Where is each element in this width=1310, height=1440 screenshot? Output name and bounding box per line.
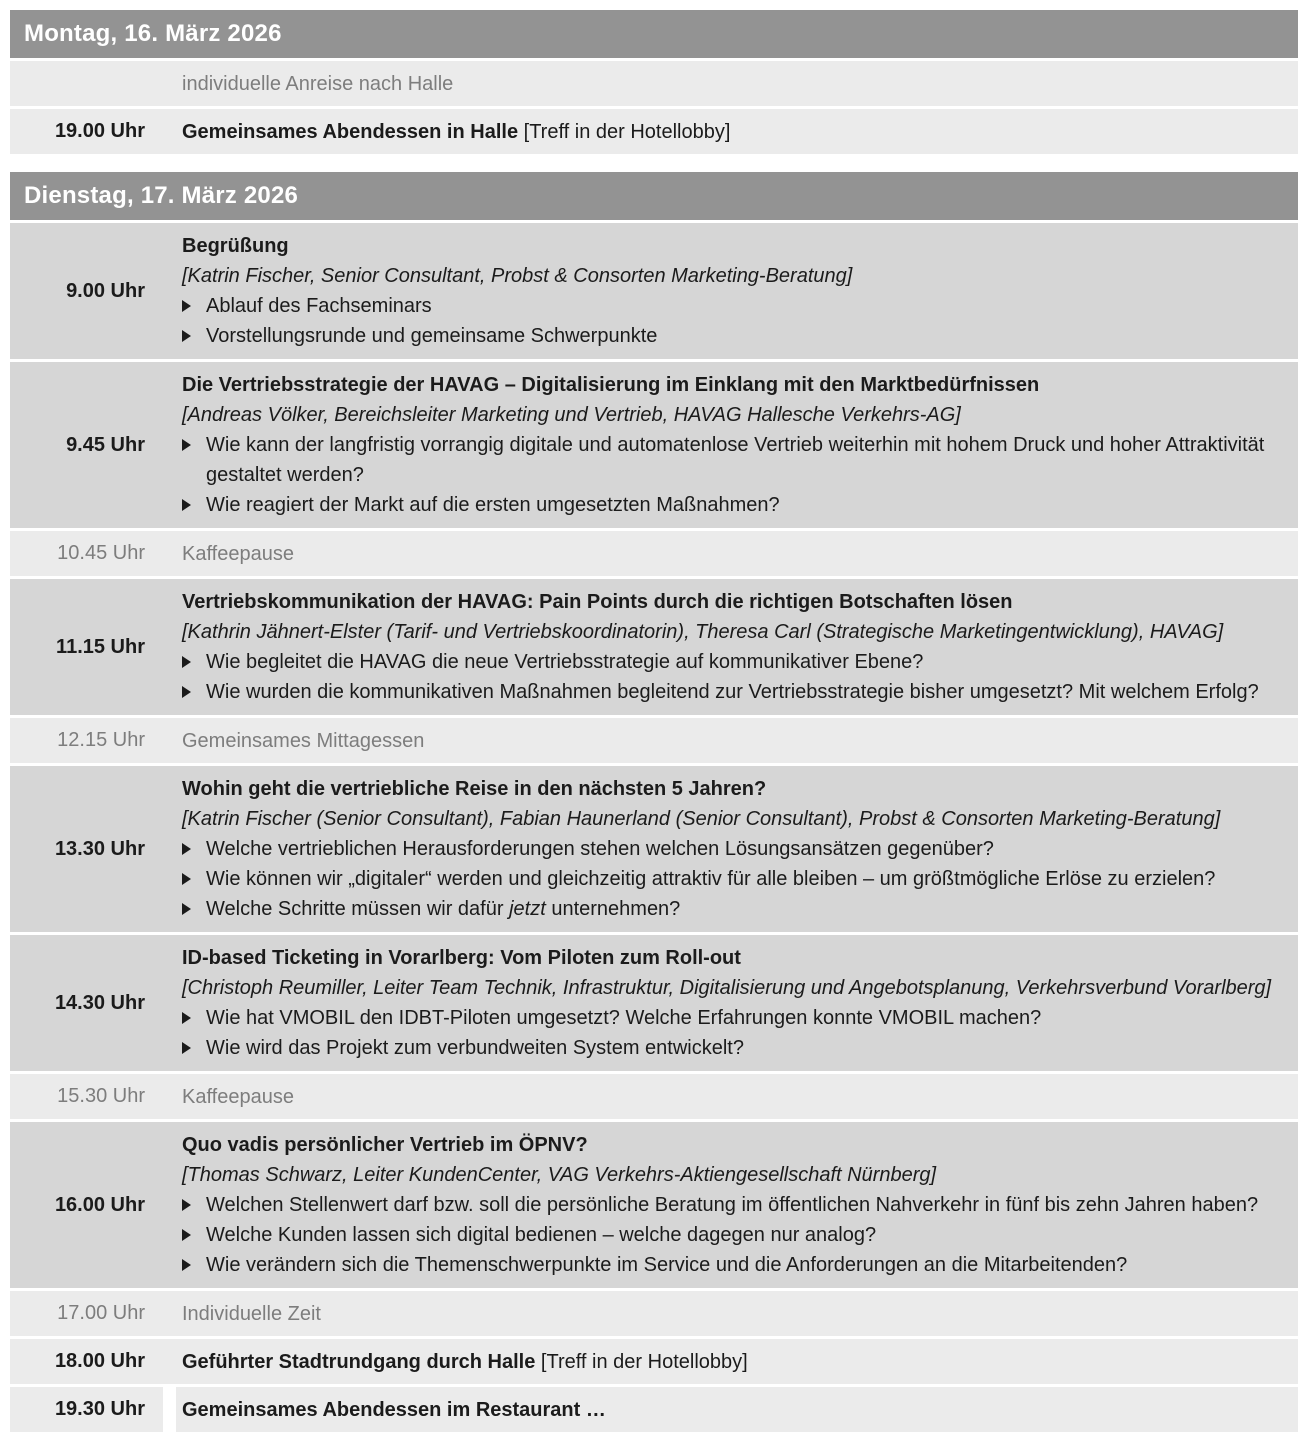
- agenda-row: [10, 1387, 1298, 1432]
- event-title: Gemeinsames Abendessen in Halle: [182, 120, 519, 143]
- agenda-row: [10, 1122, 1298, 1288]
- row-content: [176, 1339, 1298, 1384]
- agenda-row: [10, 935, 1298, 1071]
- time-label: 9.45 Uhr: [66, 433, 145, 456]
- triangle-glyph: [182, 330, 191, 342]
- right-pointing-triangle-icon: [182, 490, 206, 520]
- row-content: [176, 223, 1298, 359]
- time-label: 17.00 Uhr: [57, 1302, 145, 1324]
- agenda-row: [10, 766, 1298, 932]
- right-pointing-triangle-icon: [182, 894, 206, 924]
- bullet-text: Ablauf des Fachseminars: [206, 295, 432, 317]
- row-content: [176, 579, 1298, 715]
- agenda-row: [10, 362, 1298, 528]
- row-content: [176, 109, 1298, 154]
- bullet-text: Wie wird das Projekt zum verbundweiten System entwickelt?: [206, 1037, 744, 1059]
- column-divider: [163, 61, 176, 106]
- triangle-glyph: [182, 1229, 191, 1241]
- event-title: Geführter Stadtrundgang durch Halle: [182, 1350, 536, 1373]
- agenda-row: [10, 1339, 1298, 1384]
- time-label: 14.30 Uhr: [54, 991, 145, 1014]
- triangle-glyph: [182, 1199, 191, 1211]
- time-label: 9.00 Uhr: [66, 279, 145, 302]
- column-divider: [163, 109, 176, 154]
- column-divider: [163, 1387, 176, 1432]
- right-pointing-triangle-icon: [182, 1033, 206, 1063]
- row-content: [176, 1122, 1298, 1288]
- session-speakers: [Thomas Schwarz, Leiter KundenCenter, VAG Verkehrs-Aktiengesellschaft Nürnberg]: [182, 1164, 937, 1186]
- bullet-item: [182, 1033, 1288, 1063]
- bullet-item: [182, 291, 1288, 321]
- bullet-item: [182, 490, 1288, 520]
- column-divider: [163, 362, 176, 528]
- bullet-item: [182, 1190, 1288, 1220]
- time-label: 11.15 Uhr: [56, 635, 145, 658]
- column-divider: [163, 1074, 176, 1119]
- session-speakers: [Kathrin Jähnert-Elster (Tarif- und Vertriebskoordinatorin), Theresa Carl (Strategische Marketingentwicklung), HAVAG]: [182, 621, 1224, 643]
- day-header: Montag, 16. März 2026: [10, 10, 1298, 58]
- session-title: Begrüßung: [182, 235, 289, 257]
- muted-activity-label: Individuelle Zeit: [182, 1302, 321, 1325]
- right-pointing-triangle-icon: [182, 430, 206, 460]
- right-pointing-triangle-icon: [182, 321, 206, 351]
- bullet-item: [182, 321, 1288, 351]
- session-title: Quo vadis persönlicher Vertrieb im ÖPNV?: [182, 1134, 588, 1156]
- muted-activity-label: Kaffeepause: [182, 542, 294, 565]
- bullet-item: [182, 1220, 1288, 1250]
- time-label: 10.45 Uhr: [57, 542, 145, 564]
- session-title: Die Vertriebsstrategie der HAVAG – Digitalisierung im Einklang mit den Marktbedürfnissen: [182, 374, 1040, 396]
- time-label: 19.00 Uhr: [54, 120, 145, 142]
- bullet-text: Wie kann der langfristig vorrangig digitale und automatenlose Vertrieb weiterhin mit hohem Druck und hoher Attraktivität gestaltet werden?: [206, 434, 1265, 486]
- event-detail: [Treff in der Hotellobby]: [518, 120, 731, 143]
- row-content: [176, 1387, 1298, 1432]
- bullet-text: Welche Kunden lassen sich digital bedienen – welche dagegen nur analog?: [206, 1224, 877, 1246]
- bullet-text: Wie begleitet die HAVAG die neue Vertriebsstrategie auf kommunikativer Ebene?: [206, 651, 924, 673]
- right-pointing-triangle-icon: [182, 834, 206, 864]
- bullet-item: [182, 864, 1288, 894]
- column-divider: [163, 531, 176, 576]
- time-label: [10, 61, 163, 106]
- bullet-text: Wie können wir „digitaler“ werden und gleichzeitig attraktiv für alle bleiben – um größtmögliche Erlöse zu erzielen?: [206, 868, 1216, 890]
- day-section: [10, 10, 1298, 154]
- triangle-glyph: [182, 656, 191, 668]
- triangle-glyph: [182, 1259, 191, 1271]
- time-label: 15.30 Uhr: [57, 1085, 145, 1107]
- time-label: 13.30 Uhr: [54, 837, 145, 860]
- bullet-text: Wie hat VMOBIL den IDBT-Piloten umgesetzt? Welche Erfahrungen konnte VMOBIL machen?: [206, 1007, 1042, 1029]
- muted-activity-label: Gemeinsames Mittagessen: [182, 729, 425, 752]
- row-content: [176, 61, 1298, 106]
- agenda-row: [10, 1074, 1298, 1119]
- row-content: [176, 1074, 1298, 1119]
- agenda-row: [10, 61, 1298, 106]
- bullet-item: [182, 1003, 1288, 1033]
- agenda-row: [10, 1291, 1298, 1336]
- bullet-text: Wie reagiert der Markt auf die ersten umgesetzten Maßnahmen?: [206, 494, 780, 516]
- bullet-item: [182, 1250, 1288, 1280]
- session-title: Vertriebskommunikation der HAVAG: Pain Points durch die richtigen Botschaften lösen: [182, 591, 1013, 613]
- event-detail: [Treff in der Hotellobby]: [535, 1350, 748, 1373]
- right-pointing-triangle-icon: [182, 291, 206, 321]
- triangle-glyph: [182, 843, 191, 855]
- agenda-row: [10, 109, 1298, 154]
- right-pointing-triangle-icon: [182, 1220, 206, 1250]
- right-pointing-triangle-icon: [182, 1190, 206, 1220]
- bullet-text: Vorstellungsrunde und gemeinsame Schwerpunkte: [206, 325, 658, 347]
- triangle-glyph: [182, 1042, 191, 1054]
- column-divider: [163, 718, 176, 763]
- time-label: 12.15 Uhr: [57, 729, 145, 751]
- seminar-agenda: [10, 10, 1298, 1432]
- time-label: 18.00 Uhr: [54, 1350, 145, 1372]
- bullet-text: Welche vertrieblichen Herausforderungen stehen welchen Lösungsansätzen gegenüber?: [206, 838, 994, 860]
- row-content: [176, 718, 1298, 763]
- session-title: ID-based Ticketing in Vorarlberg: Vom Piloten zum Roll-out: [182, 947, 741, 969]
- bullet-item: [182, 894, 1288, 924]
- row-content: [176, 362, 1298, 528]
- event-title: Gemeinsames Abendessen im Restaurant …: [182, 1398, 606, 1421]
- agenda-row: [10, 223, 1298, 359]
- column-divider: [163, 579, 176, 715]
- triangle-glyph: [182, 873, 191, 885]
- column-divider: [163, 223, 176, 359]
- column-divider: [163, 1291, 176, 1336]
- time-label: 19.30 Uhr: [54, 1398, 145, 1420]
- triangle-glyph: [182, 499, 191, 511]
- row-content: [176, 935, 1298, 1071]
- agenda-row: [10, 579, 1298, 715]
- row-content: [176, 766, 1298, 932]
- session-speakers: [Katrin Fischer, Senior Consultant, Probst & Consorten Marketing-Beratung]: [182, 265, 853, 287]
- bullet-item: [182, 834, 1288, 864]
- triangle-glyph: [182, 686, 191, 698]
- day-section: [10, 172, 1298, 1432]
- session-title: Wohin geht die vertriebliche Reise in den nächsten 5 Jahren?: [182, 778, 767, 800]
- muted-activity-label: individuelle Anreise nach Halle: [182, 72, 454, 95]
- right-pointing-triangle-icon: [182, 864, 206, 894]
- agenda-row: [10, 718, 1298, 763]
- column-divider: [163, 1122, 176, 1288]
- column-divider: [163, 766, 176, 932]
- agenda-row: [10, 531, 1298, 576]
- right-pointing-triangle-icon: [182, 677, 206, 707]
- day-header: Dienstag, 17. März 2026: [10, 172, 1298, 220]
- triangle-glyph: [182, 439, 191, 451]
- bullet-text: Wie verändern sich die Themenschwerpunkte im Service und die Anforderungen an die Mitarbeitenden?: [206, 1254, 1128, 1276]
- right-pointing-triangle-icon: [182, 1250, 206, 1280]
- row-content: [176, 1291, 1298, 1336]
- column-divider: [163, 1339, 176, 1384]
- bullet-item: [182, 430, 1288, 490]
- right-pointing-triangle-icon: [182, 1003, 206, 1033]
- row-content: [176, 531, 1298, 576]
- bullet-item: [182, 647, 1288, 677]
- column-divider: [163, 935, 176, 1071]
- bullet-text: Wie wurden die kommunikativen Maßnahmen begleitend zur Vertriebsstrategie bisher umgesetzt? Mit welchem Erfolg?: [206, 681, 1259, 703]
- muted-activity-label: Kaffeepause: [182, 1085, 294, 1108]
- right-pointing-triangle-icon: [182, 647, 206, 677]
- triangle-glyph: [182, 300, 191, 312]
- bullet-text: Welche Schritte müssen wir dafür jetzt unternehmen?: [206, 898, 681, 920]
- bullet-item: [182, 677, 1288, 707]
- bullet-text: Welchen Stellenwert darf bzw. soll die persönliche Beratung im öffentlichen Nahverkehr in fünf bis zehn Jahren haben?: [206, 1194, 1259, 1216]
- time-label: 16.00 Uhr: [54, 1193, 145, 1216]
- session-speakers: [Katrin Fischer (Senior Consultant), Fabian Haunerland (Senior Consultant), Probst & Consorten Marketing-Beratung]: [182, 808, 1221, 830]
- session-speakers: [Christoph Reumiller, Leiter Team Technik, Infrastruktur, Digitalisierung und Angebotsplanung, Verkehrsverbund Vorarlberg]: [182, 977, 1272, 999]
- session-speakers: [Andreas Völker, Bereichsleiter Marketing und Vertrieb, HAVAG Hallesche Verkehrs-AG]: [182, 404, 961, 426]
- triangle-glyph: [182, 1012, 191, 1024]
- triangle-glyph: [182, 903, 191, 915]
